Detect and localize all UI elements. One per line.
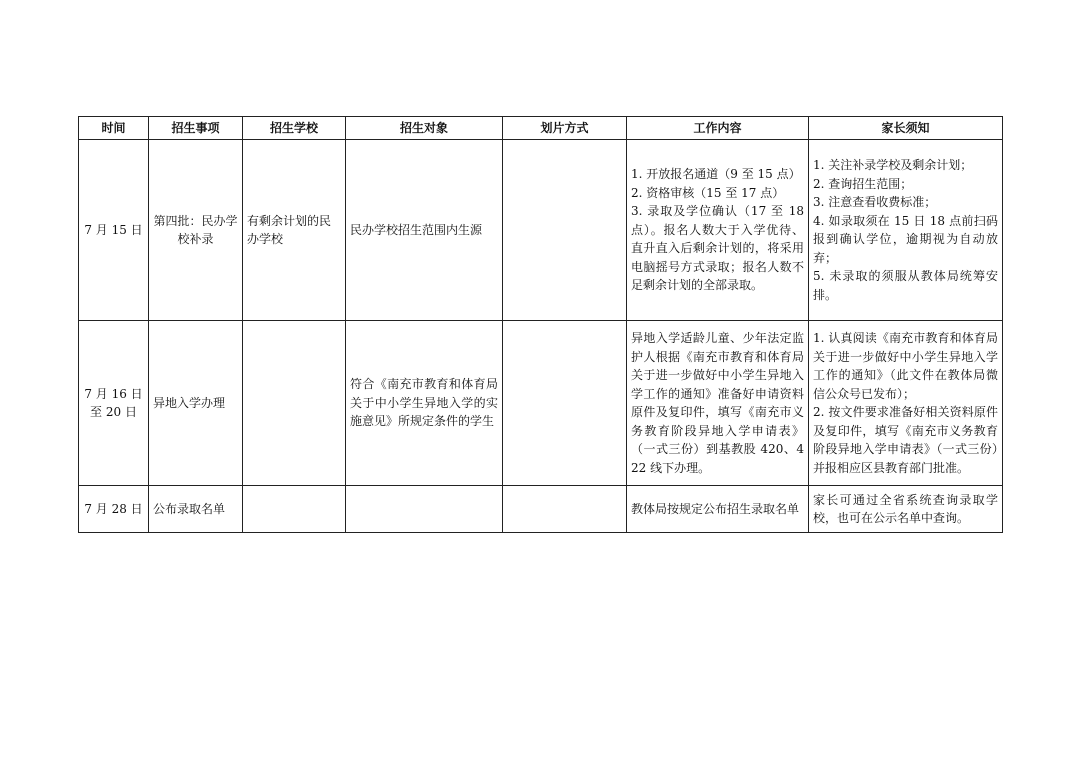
notice-item: 1. 关注补录学校及剩余计划；: [813, 158, 973, 172]
table-row: [79, 140, 1003, 321]
cell-work-content: 教体局按规定公布招生录取名单: [627, 486, 809, 533]
header-work-content: 工作内容: [627, 117, 809, 140]
notice-item: 2. 按文件要求准备好相关资料原件及复印件，填写《南充市义务教育阶段异地入学申请表》（一式三份）并报相应区县教育部门批准。: [813, 405, 998, 475]
notice-item: 3. 注意查看收费标准；: [813, 195, 937, 209]
notice-item: 4. 如录取须在 15 日 18 点前扫码报到确认学位，逾期视为自动放弃；: [813, 213, 998, 265]
cell-time: [79, 321, 149, 486]
header-parent-notice: 家长须知: [809, 117, 1003, 140]
cell-work-content: 异地入学适龄儿童、少年法定监护人根据《南充市教育和体育局关于进一步做好中小学生异地入学工作的通知》准备好申请资料原件及复印件，填写《南充市义务教育阶段异地入学申请表》（一式三份）到基教股 420、422 线下办理。: [627, 321, 809, 486]
cell-zoning: [503, 321, 627, 486]
work-item: 1. 开放报名通道（9 至 15 点）: [631, 167, 801, 182]
cell-item: 公布录取名单: [149, 486, 243, 533]
cell-school: [243, 321, 346, 486]
cell-target: 民办学校招生范围内生源: [346, 140, 503, 321]
cell-zoning: [503, 486, 627, 533]
cell-parent-notice: 家长可通过全省系统查询录取学校，也可在公示名单中查询。: [809, 486, 1003, 533]
cell-time: 7 月 28 日: [79, 486, 149, 533]
cell-parent-notice: [809, 321, 1003, 486]
cell-school: [243, 486, 346, 533]
header-time: 时间: [79, 117, 149, 140]
header-enrollment-item: 招生事项: [149, 117, 243, 140]
header-enrollment-target: 招生对象: [346, 117, 503, 140]
table-row: [79, 486, 1003, 533]
cell-work-content: [627, 140, 809, 321]
cell-parent-notice: [809, 140, 1003, 321]
cell-zoning: [503, 140, 627, 321]
cell-item: 异地入学办理: [149, 321, 243, 486]
cell-target: 符合《南充市教育和体育局关于中小学生异地入学的实施意见》所规定条件的学生: [346, 321, 503, 486]
header-enrollment-school: 招生学校: [243, 117, 346, 140]
time-line: 7 月 16 日: [84, 386, 143, 401]
cell-item: 第四批：民办学校补录: [149, 140, 243, 321]
notice-item: 1. 认真阅读《南充市教育和体育局关于进一步做好中小学生异地入学工作的通知》（此文件在教体局微信公众号已发布）；: [813, 331, 998, 401]
work-item: 2. 资格审核（15 至 17 点）: [631, 185, 785, 200]
cell-school: 有剩余计划的民办学校: [243, 140, 346, 321]
enrollment-schedule-table: [78, 116, 1003, 533]
cell-target: [346, 486, 503, 533]
notice-item: 5. 未录取的须服从教体局统筹安排。: [813, 269, 998, 302]
cell-time: 7 月 15 日: [79, 140, 149, 321]
table-header-row: [79, 117, 1003, 140]
work-item: 3. 录取及学位确认（17 至 18 点）。报名人数大于入学优待、直升直入后剩余计划的，将采用电脑摇号方式录取；报名人数不足剩余计划的全部录取。: [631, 204, 804, 293]
table-row: [79, 321, 1003, 486]
notice-item: 2. 查询招生范围；: [813, 176, 913, 191]
time-line: 至 20 日: [90, 405, 137, 419]
header-zoning-method: 划片方式: [503, 117, 627, 140]
